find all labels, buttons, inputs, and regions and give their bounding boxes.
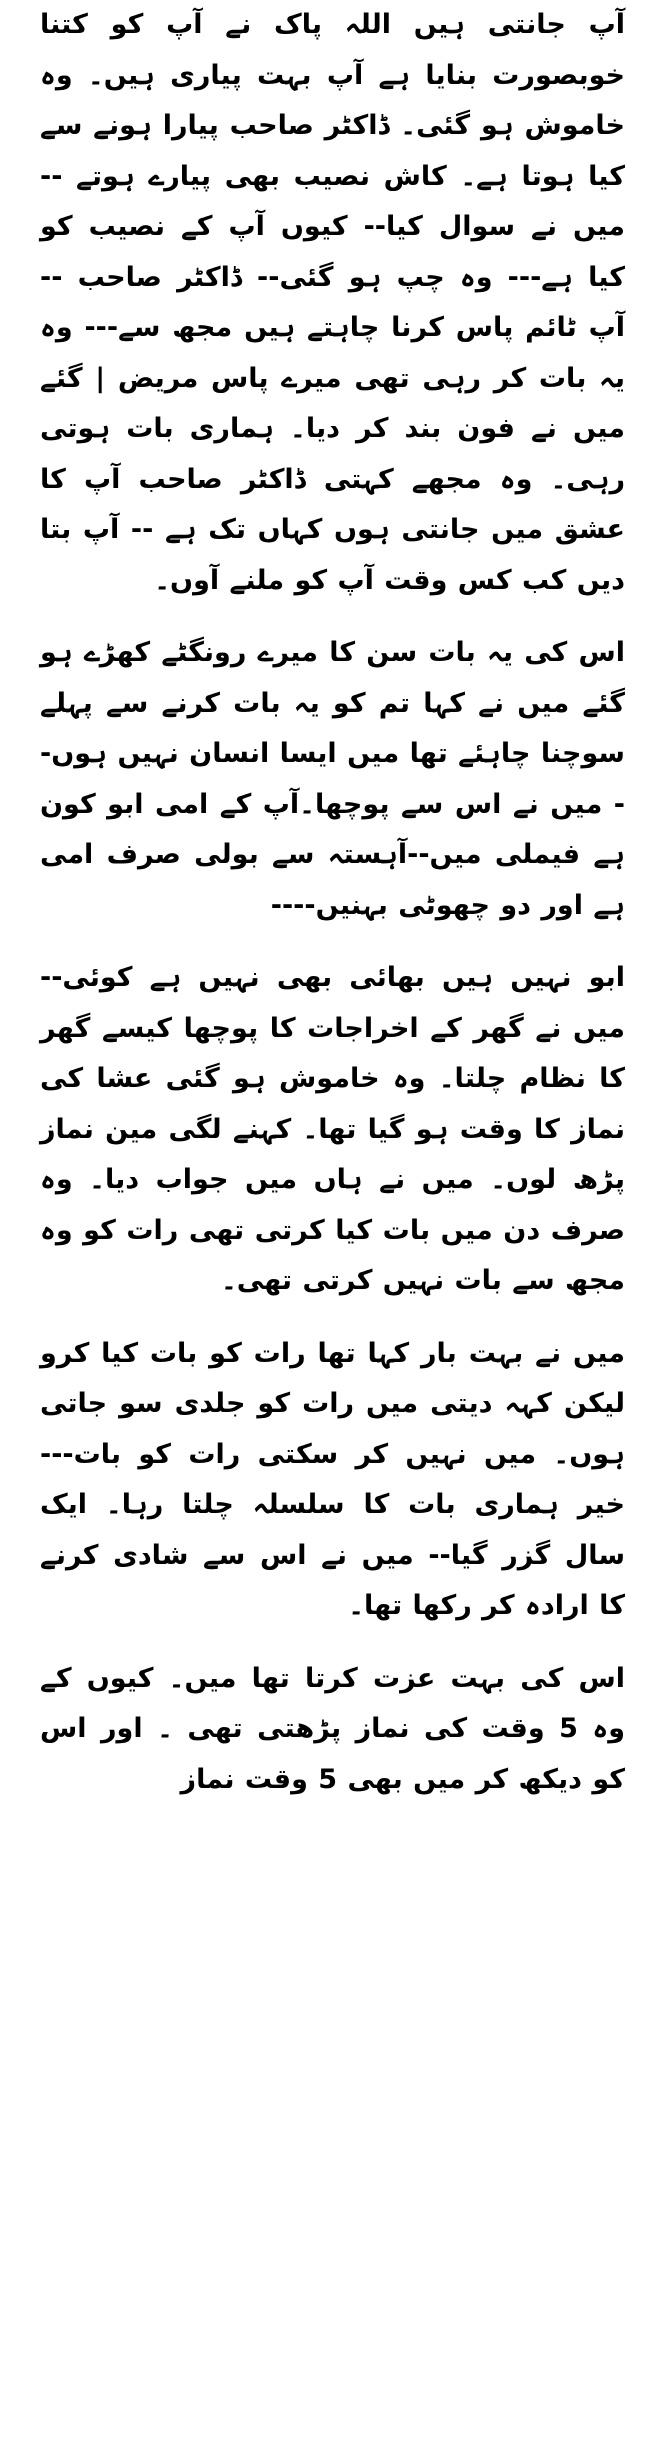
paragraph-3: ابو نہیں ہیں بھائی بھی نہیں ہے کوئی-- میں نے گھر کے اخراجات کا پوچھا کیسے گھر کا نظام چلتا۔ وہ خاموش ہو گئی عشا کی نماز کا وقت ہو گیا تھا۔ کہنے لگی مین نماز پڑھ لوں۔ میں نے ہاں میں جواب دیا۔ وہ صرف دن میں بات کیا کرتی تھی رات کو وہ مجھ سے بات نہیں کرتی تھی۔ bbox=[40, 962, 625, 1296]
paragraph-5: اس کی بہت عزت کرتا تھا میں۔ کیوں کے وہ 5 وقت کی نماز پڑھتی تھی ۔ اور اس کو دیکھ کر میں بھی 5 وقت نماز bbox=[40, 1662, 625, 1795]
paragraph-1: آپ جانتی ہیں اللہ پاک نے آپ کو کتنا خوبصورت بنایا ہے آپ بہت پیاری ہیں۔ وہ خاموش ہو گئی۔ ڈاکٹر صاحب پیارا ہونے سے کیا ہوتا ہے۔ کاش نصیب بھی پیارے ہوتے -- میں نے سوال کیا-- کیوں آپ کے نصیب کو کیا ہے--- وہ چپ ہو گئی-- ڈاکٹر صاحب -- آپ ٹائم پاس کرنا چاہتے ہیں مجھ سے--- وہ یہ بات کر رہی تھی میرے پاس مریض | گئے میں نے فون بند کر دیا۔ ہماری بات ہوتی رہی۔ وہ مجھے کہتی ڈاکٹر صاحب آپ کا عشق میں جانتی ہوں کہاں تک ہے -- آپ بتا دیں کب کس وقت آپ کو ملنے آوں۔ bbox=[40, 9, 625, 596]
paragraph-2: اس کی یہ بات سن کا میرے رونگٹے کھڑے ہو گئے میں نے کہا تم کو یہ بات کرنے سے پہلے سوچنا چاہئے تھا میں ایسا انسان نہیں ہوں-- میں نے اس سے پوچھا۔آپ کے امی ابو کون ہے فیملی میں--آہستہ سے بولی صرف امی ہے اور دو چھوٹی بہنیں---- bbox=[40, 637, 625, 921]
paragraph-4: میں نے بہت بار کہا تھا رات کو بات کیا کرو لیکن کہہ دیتی میں رات کو جلدی سو جاتی ہوں۔ میں نہیں کر سکتی رات کو بات--- خیر ہماری بات کا سلسلہ چلتا رہا۔ ایک سال گزر گیا-- میں نے اس سے شادی کرنے کا ارادہ کر رکھا تھا۔ bbox=[40, 1337, 625, 1621]
